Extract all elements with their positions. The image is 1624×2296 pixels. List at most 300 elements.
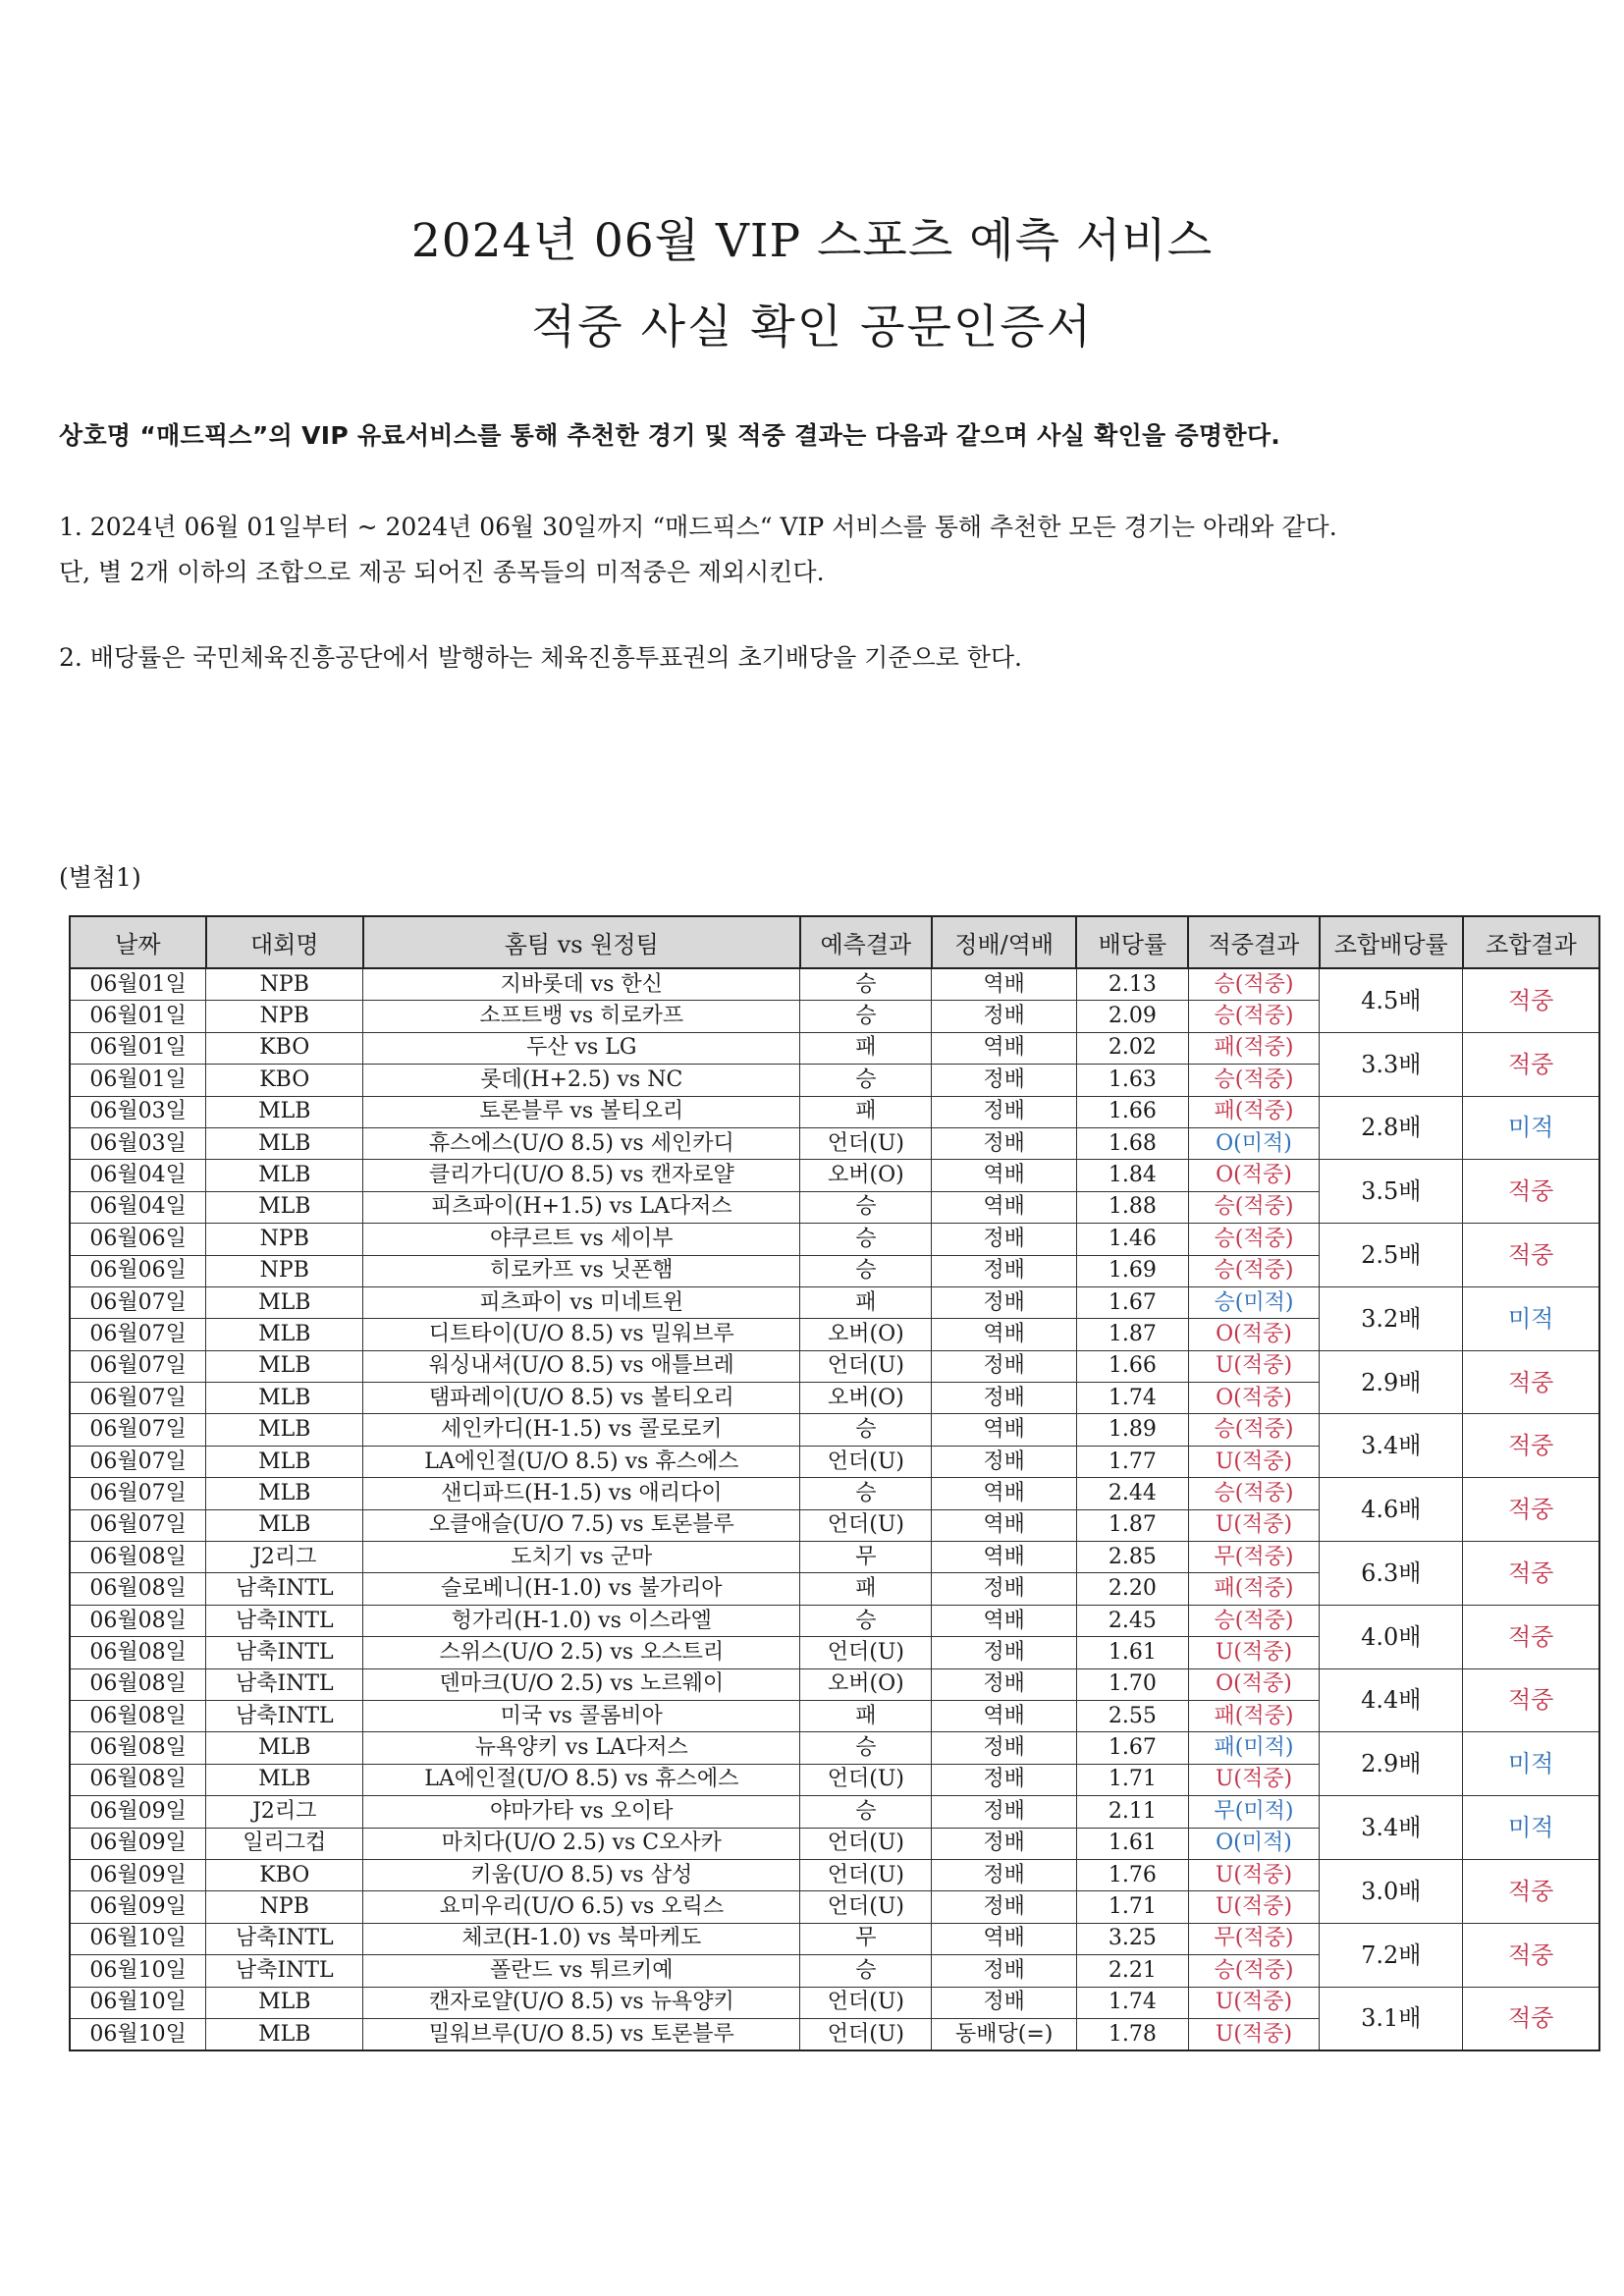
favorite-underdog-cell: 정배 bbox=[932, 1350, 1076, 1382]
date-cell: 06월04일 bbox=[70, 1160, 206, 1191]
date-cell: 06월08일 bbox=[70, 1573, 206, 1605]
favorite-underdog-cell: 정배 bbox=[932, 1732, 1076, 1764]
combo-result-cell: 적중 bbox=[1463, 1032, 1599, 1096]
odds-cell: 1.87 bbox=[1076, 1319, 1188, 1350]
league-cell: MLB bbox=[206, 1096, 363, 1127]
hit-result-cell: 승(미적) bbox=[1188, 1286, 1319, 1318]
match-cell: 탬파레이(U/O 8.5) vs 볼티오리 bbox=[363, 1383, 800, 1414]
league-cell: MLB bbox=[206, 1764, 363, 1795]
odds-cell: 1.68 bbox=[1076, 1127, 1188, 1159]
odds-cell: 1.71 bbox=[1076, 1891, 1188, 1923]
hit-result-cell: U(적중) bbox=[1188, 2018, 1319, 2050]
odds-cell: 2.02 bbox=[1076, 1032, 1188, 1064]
hit-result-cell: 승(적중) bbox=[1188, 1191, 1319, 1223]
match-cell: 도치기 vs 군마 bbox=[363, 1542, 800, 1573]
favorite-underdog-cell: 역배 bbox=[932, 1160, 1076, 1191]
prediction-cell: 승 bbox=[800, 1796, 932, 1828]
hit-result-cell: 승(적중) bbox=[1188, 1224, 1319, 1255]
hit-result-cell: U(적중) bbox=[1188, 1987, 1319, 2018]
combo-odds-cell: 3.0배 bbox=[1320, 1859, 1463, 1923]
odds-cell: 2.09 bbox=[1076, 1001, 1188, 1032]
date-cell: 06월10일 bbox=[70, 1987, 206, 2018]
favorite-underdog-cell: 정배 bbox=[932, 1286, 1076, 1318]
prediction-cell: 언더(U) bbox=[800, 1127, 932, 1159]
date-cell: 06월01일 bbox=[70, 968, 206, 1001]
combo-odds-cell: 2.9배 bbox=[1320, 1350, 1463, 1414]
hit-result-cell: U(적중) bbox=[1188, 1637, 1319, 1668]
league-cell: MLB bbox=[206, 1127, 363, 1159]
prediction-cell: 승 bbox=[800, 1065, 932, 1096]
combo-result-cell: 적중 bbox=[1463, 1605, 1599, 1668]
prediction-cell: 승 bbox=[800, 1478, 932, 1509]
combo-odds-cell: 4.6배 bbox=[1320, 1478, 1463, 1542]
prediction-cell: 언더(U) bbox=[800, 1509, 932, 1541]
date-cell: 06월07일 bbox=[70, 1509, 206, 1541]
league-cell: 남축INTL bbox=[206, 1637, 363, 1668]
league-cell: MLB bbox=[206, 1414, 363, 1446]
prediction-cell: 무 bbox=[800, 1542, 932, 1573]
match-cell: 캔자로얄(U/O 8.5) vs 뉴욕양키 bbox=[363, 1987, 800, 2018]
league-cell: J2리그 bbox=[206, 1542, 363, 1573]
odds-cell: 1.87 bbox=[1076, 1509, 1188, 1541]
odds-cell: 1.66 bbox=[1076, 1096, 1188, 1127]
combo-odds-cell: 3.4배 bbox=[1320, 1414, 1463, 1478]
hit-result-cell: 승(적중) bbox=[1188, 1955, 1319, 1987]
odds-cell: 1.46 bbox=[1076, 1224, 1188, 1255]
match-cell: 뉴욕양키 vs LA다저스 bbox=[363, 1732, 800, 1764]
league-cell: MLB bbox=[206, 1191, 363, 1223]
match-cell: 밀워브루(U/O 8.5) vs 토론블루 bbox=[363, 2018, 800, 2050]
combo-result-cell: 적중 bbox=[1463, 1350, 1599, 1414]
league-cell: MLB bbox=[206, 1319, 363, 1350]
combo-odds-cell: 3.4배 bbox=[1320, 1796, 1463, 1860]
date-cell: 06월10일 bbox=[70, 2018, 206, 2050]
hit-result-cell: 무(미적) bbox=[1188, 1796, 1319, 1828]
favorite-underdog-cell: 역배 bbox=[932, 1542, 1076, 1573]
table-row bbox=[70, 1732, 1599, 1764]
combo-result-cell: 적중 bbox=[1463, 1478, 1599, 1542]
combo-result-cell: 적중 bbox=[1463, 1668, 1599, 1732]
prediction-cell: 오버(O) bbox=[800, 1319, 932, 1350]
header-odds: 배당률 bbox=[1076, 916, 1188, 968]
combo-result-cell: 적중 bbox=[1463, 968, 1599, 1032]
table-body bbox=[70, 968, 1599, 2050]
favorite-underdog-cell: 정배 bbox=[932, 1127, 1076, 1159]
league-cell: MLB bbox=[206, 2018, 363, 2050]
prediction-cell: 무 bbox=[800, 1923, 932, 1954]
match-cell: LA에인절(U/O 8.5) vs 휴스에스 bbox=[363, 1764, 800, 1795]
date-cell: 06월06일 bbox=[70, 1255, 206, 1286]
combo-result-cell: 적중 bbox=[1463, 1859, 1599, 1923]
prediction-cell: 승 bbox=[800, 968, 932, 1001]
hit-result-cell: U(적중) bbox=[1188, 1446, 1319, 1477]
match-cell: 디트타이(U/O 8.5) vs 밀워브루 bbox=[363, 1319, 800, 1350]
odds-cell: 1.70 bbox=[1076, 1668, 1188, 1700]
odds-cell: 1.76 bbox=[1076, 1859, 1188, 1890]
date-cell: 06월08일 bbox=[70, 1700, 206, 1731]
combo-result-cell: 미적 bbox=[1463, 1796, 1599, 1860]
date-cell: 06월08일 bbox=[70, 1732, 206, 1764]
hit-result-cell: O(적중) bbox=[1188, 1668, 1319, 1700]
combo-odds-cell: 4.0배 bbox=[1320, 1605, 1463, 1668]
league-cell: 남축INTL bbox=[206, 1923, 363, 1954]
odds-cell: 1.61 bbox=[1076, 1828, 1188, 1859]
match-cell: 야쿠르트 vs 세이부 bbox=[363, 1224, 800, 1255]
hit-result-cell: 패(미적) bbox=[1188, 1732, 1319, 1764]
league-cell: MLB bbox=[206, 1478, 363, 1509]
combo-result-cell: 적중 bbox=[1463, 1987, 1599, 2050]
favorite-underdog-cell: 역배 bbox=[932, 1605, 1076, 1636]
favorite-underdog-cell: 정배 bbox=[932, 1796, 1076, 1828]
prediction-cell: 언더(U) bbox=[800, 1891, 932, 1923]
hit-result-cell: 무(적중) bbox=[1188, 1542, 1319, 1573]
prediction-cell: 승 bbox=[800, 1255, 932, 1286]
date-cell: 06월07일 bbox=[70, 1286, 206, 1318]
match-cell: 샌디파드(H-1.5) vs 애리다이 bbox=[363, 1478, 800, 1509]
odds-cell: 2.13 bbox=[1076, 968, 1188, 1001]
date-cell: 06월09일 bbox=[70, 1828, 206, 1859]
odds-cell: 1.74 bbox=[1076, 1987, 1188, 2018]
table-row bbox=[70, 1923, 1599, 1954]
hit-result-cell: 승(적중) bbox=[1188, 968, 1319, 1001]
odds-cell: 1.61 bbox=[1076, 1637, 1188, 1668]
header-prediction: 예측결과 bbox=[800, 916, 932, 968]
odds-cell: 3.25 bbox=[1076, 1923, 1188, 1954]
combo-odds-cell: 4.5배 bbox=[1320, 968, 1463, 1032]
date-cell: 06월09일 bbox=[70, 1796, 206, 1828]
odds-cell: 1.74 bbox=[1076, 1383, 1188, 1414]
hit-result-cell: U(적중) bbox=[1188, 1764, 1319, 1795]
hit-result-cell: U(적중) bbox=[1188, 1891, 1319, 1923]
combo-odds-cell: 3.5배 bbox=[1320, 1160, 1463, 1224]
match-cell: 휴스에스(U/O 8.5) vs 세인카디 bbox=[363, 1127, 800, 1159]
prediction-cell: 언더(U) bbox=[800, 1350, 932, 1382]
favorite-underdog-cell: 동배당(=) bbox=[932, 2018, 1076, 2050]
prediction-cell: 패 bbox=[800, 1032, 932, 1064]
hit-result-cell: 무(적중) bbox=[1188, 1923, 1319, 1954]
prediction-cell: 언더(U) bbox=[800, 1859, 932, 1890]
league-cell: MLB bbox=[206, 1350, 363, 1382]
odds-cell: 1.84 bbox=[1076, 1160, 1188, 1191]
odds-cell: 1.71 bbox=[1076, 1764, 1188, 1795]
combo-result-cell: 미적 bbox=[1463, 1732, 1599, 1796]
match-cell: 스위스(U/O 2.5) vs 오스트리 bbox=[363, 1637, 800, 1668]
header-favorite-underdog: 정배/역배 bbox=[932, 916, 1076, 968]
header-league: 대회명 bbox=[206, 916, 363, 968]
prediction-cell: 오버(O) bbox=[800, 1383, 932, 1414]
match-cell: 덴마크(U/O 2.5) vs 노르웨이 bbox=[363, 1668, 800, 1700]
favorite-underdog-cell: 역배 bbox=[932, 968, 1076, 1001]
header-hit-result: 적중결과 bbox=[1188, 916, 1319, 968]
league-cell: 남축INTL bbox=[206, 1573, 363, 1605]
favorite-underdog-cell: 정배 bbox=[932, 1828, 1076, 1859]
hit-result-cell: U(적중) bbox=[1188, 1350, 1319, 1382]
prediction-cell: 승 bbox=[800, 1605, 932, 1636]
hit-result-cell: O(적중) bbox=[1188, 1160, 1319, 1191]
date-cell: 06월04일 bbox=[70, 1191, 206, 1223]
league-cell: 남축INTL bbox=[206, 1955, 363, 1987]
odds-cell: 2.20 bbox=[1076, 1573, 1188, 1605]
paragraph-2: 2. 배당률은 국민체육진흥공단에서 발행하는 체육진흥투표권의 초기배당을 기준으로 한다. bbox=[59, 643, 1022, 672]
match-cell: 워싱내셔(U/O 8.5) vs 애틀브레 bbox=[363, 1350, 800, 1382]
prediction-cell: 승 bbox=[800, 1001, 932, 1032]
date-cell: 06월09일 bbox=[70, 1859, 206, 1890]
league-cell: MLB bbox=[206, 1160, 363, 1191]
league-cell: 남축INTL bbox=[206, 1605, 363, 1636]
hit-result-cell: O(미적) bbox=[1188, 1127, 1319, 1159]
league-cell: NPB bbox=[206, 1224, 363, 1255]
paragraph-1-line1: 1. 2024년 06월 01일부터 ~ 2024년 06월 30일까지 “매드픽스“ VIP 서비스를 통해 추천한 모든 경기는 아래와 같다. bbox=[59, 513, 1337, 541]
table-row bbox=[70, 1350, 1599, 1382]
prediction-cell: 승 bbox=[800, 1732, 932, 1764]
combo-result-cell: 미적 bbox=[1463, 1096, 1599, 1160]
odds-cell: 2.44 bbox=[1076, 1478, 1188, 1509]
date-cell: 06월07일 bbox=[70, 1414, 206, 1446]
prediction-cell: 승 bbox=[800, 1191, 932, 1223]
favorite-underdog-cell: 정배 bbox=[932, 1573, 1076, 1605]
hit-result-cell: O(미적) bbox=[1188, 1828, 1319, 1859]
date-cell: 06월07일 bbox=[70, 1446, 206, 1477]
match-cell: 세인카디(H-1.5) vs 콜로로키 bbox=[363, 1414, 800, 1446]
table-header-row bbox=[70, 916, 1599, 968]
match-cell: 슬로베니(H-1.0) vs 불가리아 bbox=[363, 1573, 800, 1605]
favorite-underdog-cell: 정배 bbox=[932, 1637, 1076, 1668]
date-cell: 06월01일 bbox=[70, 1001, 206, 1032]
table-row bbox=[70, 1032, 1599, 1064]
prediction-cell: 언더(U) bbox=[800, 1987, 932, 2018]
table-row bbox=[70, 1414, 1599, 1446]
table-row bbox=[70, 1286, 1599, 1318]
odds-cell: 1.69 bbox=[1076, 1255, 1188, 1286]
header-combo-odds: 조합배당률 bbox=[1320, 916, 1463, 968]
header-combo-result: 조합결과 bbox=[1463, 916, 1599, 968]
date-cell: 06월06일 bbox=[70, 1224, 206, 1255]
document-title-line1: 2024년 06월 VIP 스포츠 예측 서비스 bbox=[410, 214, 1214, 268]
combo-result-cell: 적중 bbox=[1463, 1414, 1599, 1478]
match-cell: 헝가리(H-1.0) vs 이스라엘 bbox=[363, 1605, 800, 1636]
date-cell: 06월07일 bbox=[70, 1350, 206, 1382]
prediction-cell: 언더(U) bbox=[800, 1764, 932, 1795]
hit-result-cell: 승(적중) bbox=[1188, 1001, 1319, 1032]
prediction-cell: 언더(U) bbox=[800, 2018, 932, 2050]
favorite-underdog-cell: 정배 bbox=[932, 1446, 1076, 1477]
combo-odds-cell: 4.4배 bbox=[1320, 1668, 1463, 1732]
date-cell: 06월08일 bbox=[70, 1605, 206, 1636]
league-cell: 남축INTL bbox=[206, 1700, 363, 1731]
date-cell: 06월07일 bbox=[70, 1319, 206, 1350]
results-table bbox=[69, 915, 1600, 2051]
table-row bbox=[70, 1542, 1599, 1573]
prediction-cell: 오버(O) bbox=[800, 1668, 932, 1700]
date-cell: 06월08일 bbox=[70, 1637, 206, 1668]
favorite-underdog-cell: 정배 bbox=[932, 1987, 1076, 2018]
league-cell: MLB bbox=[206, 1987, 363, 2018]
hit-result-cell: 패(적중) bbox=[1188, 1096, 1319, 1127]
combo-result-cell: 적중 bbox=[1463, 1224, 1599, 1287]
combo-odds-cell: 3.3배 bbox=[1320, 1032, 1463, 1096]
hit-result-cell: O(적중) bbox=[1188, 1319, 1319, 1350]
combo-odds-cell: 2.9배 bbox=[1320, 1732, 1463, 1796]
league-cell: J2리그 bbox=[206, 1796, 363, 1828]
league-cell: NPB bbox=[206, 1891, 363, 1923]
table-row bbox=[70, 1859, 1599, 1890]
league-cell: MLB bbox=[206, 1286, 363, 1318]
match-cell: 키움(U/O 8.5) vs 삼성 bbox=[363, 1859, 800, 1890]
odds-cell: 1.66 bbox=[1076, 1350, 1188, 1382]
header-date: 날짜 bbox=[70, 916, 206, 968]
odds-cell: 2.11 bbox=[1076, 1796, 1188, 1828]
odds-cell: 2.45 bbox=[1076, 1605, 1188, 1636]
date-cell: 06월10일 bbox=[70, 1955, 206, 1987]
hit-result-cell: U(적중) bbox=[1188, 1509, 1319, 1541]
hit-result-cell: 승(적중) bbox=[1188, 1478, 1319, 1509]
league-cell: KBO bbox=[206, 1032, 363, 1064]
league-cell: 남축INTL bbox=[206, 1668, 363, 1700]
odds-cell: 1.77 bbox=[1076, 1446, 1188, 1477]
favorite-underdog-cell: 정배 bbox=[932, 1955, 1076, 1987]
league-cell: KBO bbox=[206, 1859, 363, 1890]
favorite-underdog-cell: 정배 bbox=[932, 1224, 1076, 1255]
prediction-cell: 언더(U) bbox=[800, 1446, 932, 1477]
table-row bbox=[70, 1224, 1599, 1255]
league-cell: MLB bbox=[206, 1509, 363, 1541]
favorite-underdog-cell: 역배 bbox=[932, 1414, 1076, 1446]
date-cell: 06월03일 bbox=[70, 1127, 206, 1159]
favorite-underdog-cell: 정배 bbox=[932, 1065, 1076, 1096]
prediction-cell: 언더(U) bbox=[800, 1828, 932, 1859]
date-cell: 06월08일 bbox=[70, 1764, 206, 1795]
table-row bbox=[70, 1796, 1599, 1828]
league-cell: MLB bbox=[206, 1732, 363, 1764]
hit-result-cell: 패(적중) bbox=[1188, 1700, 1319, 1731]
match-cell: 체코(H-1.0) vs 북마케도 bbox=[363, 1923, 800, 1954]
favorite-underdog-cell: 역배 bbox=[932, 1478, 1076, 1509]
favorite-underdog-cell: 정배 bbox=[932, 1255, 1076, 1286]
match-cell: 롯데(H+2.5) vs NC bbox=[363, 1065, 800, 1096]
favorite-underdog-cell: 정배 bbox=[932, 1096, 1076, 1127]
odds-cell: 1.88 bbox=[1076, 1191, 1188, 1223]
league-cell: MLB bbox=[206, 1383, 363, 1414]
match-cell: 지바롯데 vs 한신 bbox=[363, 968, 800, 1001]
prediction-cell: 오버(O) bbox=[800, 1160, 932, 1191]
combo-odds-cell: 6.3배 bbox=[1320, 1542, 1463, 1606]
attachment-label: (별첨1) bbox=[59, 863, 141, 892]
favorite-underdog-cell: 정배 bbox=[932, 1764, 1076, 1795]
favorite-underdog-cell: 정배 bbox=[932, 1859, 1076, 1890]
combo-odds-cell: 2.5배 bbox=[1320, 1224, 1463, 1287]
hit-result-cell: 승(적중) bbox=[1188, 1255, 1319, 1286]
match-cell: 피츠파이 vs 미네트윈 bbox=[363, 1286, 800, 1318]
paragraph-1-line2: 단, 별 2개 이하의 조합으로 제공 되어진 종목들의 미적중은 제외시킨다. bbox=[59, 558, 825, 586]
date-cell: 06월07일 bbox=[70, 1383, 206, 1414]
odds-cell: 1.67 bbox=[1076, 1286, 1188, 1318]
match-cell: 피츠파이(H+1.5) vs LA다저스 bbox=[363, 1191, 800, 1223]
date-cell: 06월01일 bbox=[70, 1065, 206, 1096]
match-cell: 히로카프 vs 닛폰햄 bbox=[363, 1255, 800, 1286]
date-cell: 06월08일 bbox=[70, 1668, 206, 1700]
match-cell: 미국 vs 콜롬비아 bbox=[363, 1700, 800, 1731]
hit-result-cell: O(적중) bbox=[1188, 1383, 1319, 1414]
combo-result-cell: 미적 bbox=[1463, 1286, 1599, 1350]
favorite-underdog-cell: 역배 bbox=[932, 1509, 1076, 1541]
combo-result-cell: 적중 bbox=[1463, 1542, 1599, 1606]
odds-cell: 1.78 bbox=[1076, 2018, 1188, 2050]
favorite-underdog-cell: 역배 bbox=[932, 1923, 1076, 1954]
combo-odds-cell: 7.2배 bbox=[1320, 1923, 1463, 1987]
prediction-cell: 패 bbox=[800, 1096, 932, 1127]
date-cell: 06월01일 bbox=[70, 1032, 206, 1064]
document-title-line2: 적중 사실 확인 공문인증서 bbox=[530, 301, 1094, 355]
prediction-cell: 패 bbox=[800, 1700, 932, 1731]
favorite-underdog-cell: 정배 bbox=[932, 1891, 1076, 1923]
favorite-underdog-cell: 역배 bbox=[932, 1032, 1076, 1064]
league-cell: NPB bbox=[206, 968, 363, 1001]
prediction-cell: 언더(U) bbox=[800, 1637, 932, 1668]
odds-cell: 2.85 bbox=[1076, 1542, 1188, 1573]
table-row bbox=[70, 1668, 1599, 1700]
match-cell: 오클애슬(U/O 7.5) vs 토론블루 bbox=[363, 1509, 800, 1541]
table-row bbox=[70, 968, 1599, 1001]
favorite-underdog-cell: 역배 bbox=[932, 1700, 1076, 1731]
league-cell: NPB bbox=[206, 1001, 363, 1032]
hit-result-cell: 패(적중) bbox=[1188, 1032, 1319, 1064]
header-match: 홈팀 vs 원정팀 bbox=[363, 916, 800, 968]
paragraph-1 bbox=[59, 505, 1591, 595]
odds-cell: 1.63 bbox=[1076, 1065, 1188, 1096]
match-cell: 마치다(U/O 2.5) vs C오사카 bbox=[363, 1828, 800, 1859]
match-cell: LA에인절(U/O 8.5) vs 휴스에스 bbox=[363, 1446, 800, 1477]
favorite-underdog-cell: 정배 bbox=[932, 1001, 1076, 1032]
league-cell: 일리그컵 bbox=[206, 1828, 363, 1859]
hit-result-cell: 승(적중) bbox=[1188, 1605, 1319, 1636]
table-row bbox=[70, 1987, 1599, 2018]
table-row bbox=[70, 1478, 1599, 1509]
prediction-cell: 패 bbox=[800, 1573, 932, 1605]
favorite-underdog-cell: 역배 bbox=[932, 1191, 1076, 1223]
odds-cell: 2.21 bbox=[1076, 1955, 1188, 1987]
combo-odds-cell: 2.8배 bbox=[1320, 1096, 1463, 1160]
date-cell: 06월07일 bbox=[70, 1478, 206, 1509]
hit-result-cell: 승(적중) bbox=[1188, 1065, 1319, 1096]
odds-cell: 1.67 bbox=[1076, 1732, 1188, 1764]
combo-odds-cell: 3.1배 bbox=[1320, 1987, 1463, 2050]
date-cell: 06월03일 bbox=[70, 1096, 206, 1127]
date-cell: 06월09일 bbox=[70, 1891, 206, 1923]
prediction-cell: 패 bbox=[800, 1286, 932, 1318]
match-cell: 폴란드 vs 튀르키예 bbox=[363, 1955, 800, 1987]
match-cell: 요미우리(U/O 6.5) vs 오릭스 bbox=[363, 1891, 800, 1923]
combo-result-cell: 적중 bbox=[1463, 1160, 1599, 1224]
match-cell: 토론블루 vs 볼티오리 bbox=[363, 1096, 800, 1127]
match-cell: 클리가디(U/O 8.5) vs 캔자로얄 bbox=[363, 1160, 800, 1191]
table-row bbox=[70, 1605, 1599, 1636]
hit-result-cell: 패(적중) bbox=[1188, 1573, 1319, 1605]
odds-cell: 1.89 bbox=[1076, 1414, 1188, 1446]
favorite-underdog-cell: 정배 bbox=[932, 1668, 1076, 1700]
match-cell: 두산 vs LG bbox=[363, 1032, 800, 1064]
favorite-underdog-cell: 정배 bbox=[932, 1383, 1076, 1414]
prediction-cell: 승 bbox=[800, 1955, 932, 1987]
league-cell: MLB bbox=[206, 1446, 363, 1477]
date-cell: 06월08일 bbox=[70, 1542, 206, 1573]
league-cell: KBO bbox=[206, 1065, 363, 1096]
hit-result-cell: U(적중) bbox=[1188, 1859, 1319, 1890]
match-cell: 야마가타 vs 오이타 bbox=[363, 1796, 800, 1828]
prediction-cell: 승 bbox=[800, 1224, 932, 1255]
favorite-underdog-cell: 역배 bbox=[932, 1319, 1076, 1350]
hit-result-cell: 승(적중) bbox=[1188, 1414, 1319, 1446]
odds-cell: 2.55 bbox=[1076, 1700, 1188, 1731]
